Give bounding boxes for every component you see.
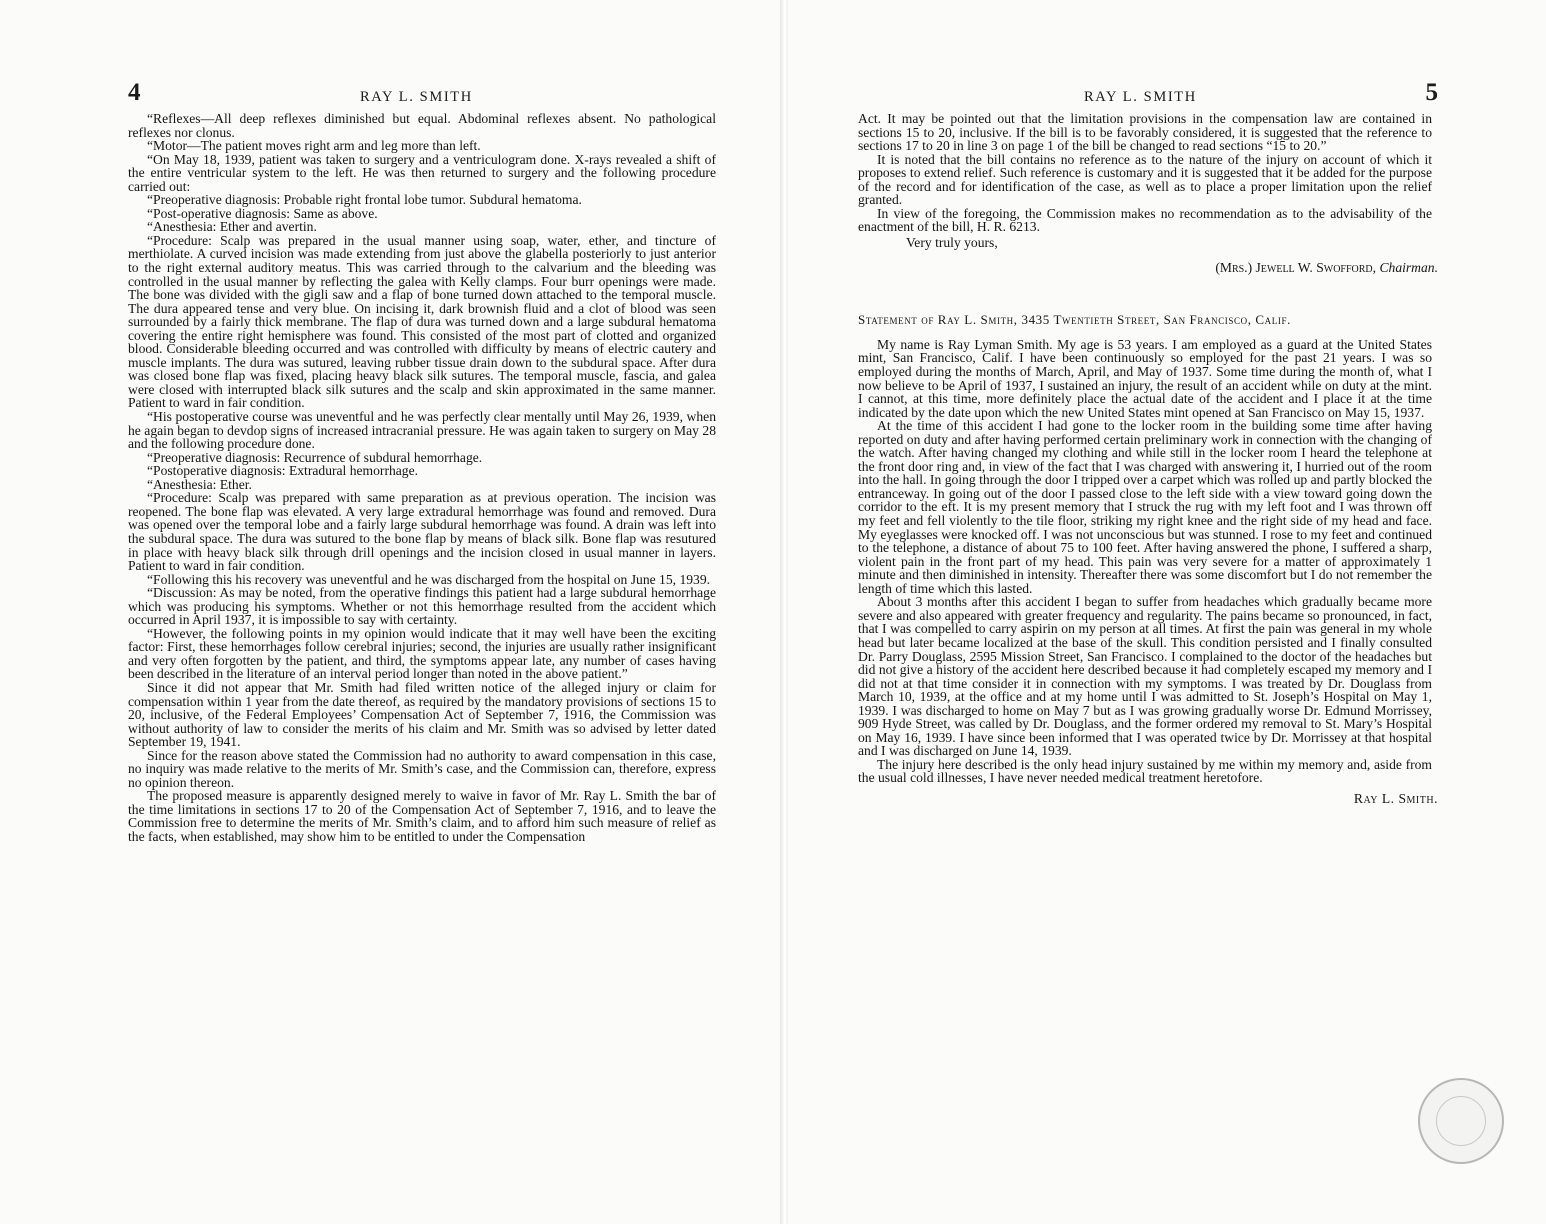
left-page-header [108,78,728,112]
paragraph: “Discussion: As may be noted, from the operative findings this patient had a large subdural hemorrhage which was producing his symptoms. Whether or not this hemorrhage resulted from the accident which occurred in April 1937, it is impossible to say with certainty. [128,585,716,628]
paragraph: “Anesthesia: Ether and avertin. [147,219,317,235]
left-page-body [128,112,716,844]
paragraph: “Post-operative diagnosis: Same as above. [147,205,378,221]
statement-body [858,338,1432,785]
statement-paragraph: My name is Ray Lyman Smith. My age is 53 years. I am employed as a guard at the United States mint, San Francisco, Calif. I have been continuously so employed for the past 21 years. I was so employed during the months of March, April, and May of 1937. Some time during the month of, what I now believe to be April of 1937, I sustained an injury, the result of an accident while on duty at the mint. I cannot, at this time, more definitely place the actual date of the accident and I place it at the time indicated by the date upon which the new United States mint opened at San Francisco on May 15, 1937. [858,336,1432,420]
paragraph: The proposed measure is apparently designed merely to waive in favor of Mr. Ray L. Smith the bar of the time limitations in sections 17 to 20 of the Compensation Act of September 7, 1916, and to leave the Commission free to determine the merits of Mr. Smith’s claim, and to afford him such measure of relief as the facts, when established, may show him to be entitled to under the Compensation [128,788,716,844]
statement-signature: Ray L. Smith. [1353,790,1438,806]
left-running-head: RAY L. SMITH [360,89,473,105]
statement-paragraph: At the time of this accident I had gone to the locker room in the building some time after having reported on duty and after having performed certain preliminary work in connection with the changing of the watch. After having changed my clothing and while still in the locker room I heard the telephone at the front door ring and, in view of the fact that I was charged with answering it, I hurried out of the room into the hall. In going through the door I tripped over a carpet which was rolled up and partly blocked the entranceway. In going out of the door I passed close to the left side with a view toward going down the corridor to the eft. It is my present memory that I struck the rug with my left foot and I was thrown off my feet and fell violently to the tile floor, striking my right knee and the right side of my head and face. My eyeglasses were knocked off. I was not unconscious but was stunned. I rose to my feet and continued to the telephone, a distance of about 75 to 100 feet. After having answered the phone, I suffered a sharp, violent pain in the front part of my head. This pain was very severe for a matter of approximately 1 minute and then diminished in intensity. Thereafter there was some discomfort but I do not remember the length of time which this lasted. [858,418,1432,596]
paragraph: “His postoperative course was uneventful and he was perfectly clear mentally until May 26, 1939, when he again began to devdop signs of increased intracranial pressure. He was again taken to surgery on May 28 and the following procedure done. [128,409,716,452]
paragraph: It is noted that the bill contains no reference as to the nature of the injury on account of which it proposes to extend relief. Such reference is customary and it is suggested that it be added for the purpose of the record and for identification of the case, as well as to place a proper limitation upon the relief granted. [858,151,1432,208]
paragraph: “Preoperative diagnosis: Probable right frontal lobe tumor. Subdural hematoma. [147,192,582,208]
paragraph: “Following this his recovery was uneventful and he was discharged from the hospital on June 15, 1939. [147,571,711,587]
left-page-number: 4 [128,79,141,106]
statement-paragraph: About 3 months after this accident I began to suffer from headaches which gradually became more severe and also appeared with greater frequency and regularity. The pains became so pronounced, in fact, that I was compelled to carry aspirin on my person at all times. At first the pain was general in my whole head but later became localized at the base of the skull. This condition persisted and I finally consulted Dr. Parry Douglass, 2595 Mission Street, San Francisco. I complained to the doctor of the headaches but did not give a history of the accident here described because it had completely escaped my memory and I did not at that time consider it in connection with my symptoms. I was treated by Dr. Douglass from March 10, 1939, at the office and at my home until I was admitted to St. Joseph’s Hospital on May 1, 1939. I was discharged to home on May 7 but as I was growing gradually worse Dr. Edmund Morrissey, 909 Hyde Street, was called by Dr. Douglass, and the former ordered my removal to St. Mary’s Hospital on May 16, 1939. I have since been informed that I was operated twice by Dr. Morrissey at that hospital and I was discharged on June 14, 1939. [858,594,1432,759]
paragraph: Act. It may be pointed out that the limitation provisions in the compensation law are contained in sections 15 to 20, inclusive. If the bill is to be favorably considered, it is suggested that the reference to sections 17 to 20 in line 3 on page 1 of the bill be changed to read sections “15 to 20.” [858,111,1432,154]
letter-signer [858,259,1438,276]
paragraph: “Procedure: Scalp was prepared with same preparation as at previous operation. The incision was reopened. The bone flap was elevated. A very large extradural hemorrhage was found and removed. Dura was opened over the temporal lobe and a fairly large subdural hemorrhage was found. A drain was left into the subdural space. The dura was sutured to the bone flap by means of black silk. Bone flap was resutured in place with heavy black silk through drill openings and the incision closed in usual manner in layers. Patient to ward in fair condition. [128,490,716,574]
paragraph: Since it did not appear that Mr. Smith had filed written notice of the alleged injury or claim for compensation within 1 year from the date thereof, as required by the mandatory provisions of sections 15 to 20, inclusive, of the Federal Employees’ Compensation Act of September 7, 1916, the Commission was without authority of law to consider the merits of his claim and Mr. Smith was so advised by letter dated September 19, 1941. [128,679,716,750]
right-page-header [858,78,1438,112]
paragraph: “On May 18, 1939, patient was taken to surgery and a ventriculogram done. X-rays revealed a shift of the entire ventricular system to the left. He was then returned to surgery and the following procedure carried out: [128,151,716,194]
signer-title: Chairman. [1379,259,1438,275]
right-page-number: 5 [1425,79,1438,106]
paragraph: “However, the following points in my opinion would indicate that it may well have been the exciting factor: First, these hemorrhages follow cerebral injuries; second, the injuries are usually rather insignificant and very often forgotten by the patient, and third, the symptoms appear late, any number of cases having been described in the literature of an interval period longer than noted in the above patient.” [128,625,716,682]
paragraph: “Procedure: Scalp was prepared in the usual manner using soap, water, ether, and tincture of merthiolate. A curved incision was made extending from just above the glabella posteriorly to just anterior to the right external auditory meatus. This was carried through to the calvarium and the bleeding was controlled in the usual manner by reflecting the galea with Kelly clamps. Four burr openings were made. The bone was divided with the gigli saw and a flap of bone turned down attached to the temporal muscle. The dura appeared tense and very blue. On incising it, dark brownish fluid and a clot of blood was seen surrounded by a fairly thick membrane. The flap of dura was turned down and a large subdural hematoma covering the entire right hemisphere was found. This consisted of the most part of clotted and organized blood. Considerable bleeding occurred and was controlled with difficulty by means of electric cautery and muscle implants. The dura was sutured, leaving rubber tissue drain down to the subdural space. After dura was closed bone flap was fixed, placing heavy black silk sutures. The temporal muscle, fascia, and galea were closed with interrupted black silk sutures and the scalp and skin approximated in the same manner. Patient to ward in fair condition. [128,232,716,411]
archive-stamp-icon [1418,1078,1504,1164]
signer-name: (Mrs.) Jewell W. Swofford, [1215,259,1377,275]
right-page [788,0,1546,1224]
paragraph: “Reflexes—All deep reflexes diminished but equal. Abdominal reflexes absent. No pathological reflexes nor clonus. [128,111,716,140]
right-page-body [858,112,1432,234]
paragraph: “Postoperative diagnosis: Extradural hemorrhage. [147,463,419,479]
paragraph: In view of the foregoing, the Commission makes no recommendation as to the advisability of the enactment of the bill, H. R. 6213. [858,205,1432,235]
right-running-head: RAY L. SMITH [1084,89,1197,105]
statement-title: Statement of Ray L. Smith, 3435 Twentieth Street, San Francisco, Calif. [858,311,1291,327]
paragraph: Since for the reason above stated the Commission had no authority to award compensation in this case, no inquiry was made relative to the merits of Mr. Smith’s case, and the Commission can, therefore, express no opinion thereon. [128,747,716,790]
archive-stamp-inner-ring [1436,1096,1486,1146]
paragraph: “Anesthesia: Ether. [147,476,252,492]
letter-closing: Very truly yours, [906,234,998,250]
paragraph: “Preoperative diagnosis: Recurrence of subdural hemorrhage. [147,449,483,465]
page-fold [780,0,788,1224]
statement-paragraph: The injury here described is the only head injury sustained by me within my memory and, aside from the usual cold illnesses, I have never needed medical treatment heretofore. [858,756,1432,786]
paragraph: “Motor—The patient moves right arm and leg more than left. [147,138,481,154]
